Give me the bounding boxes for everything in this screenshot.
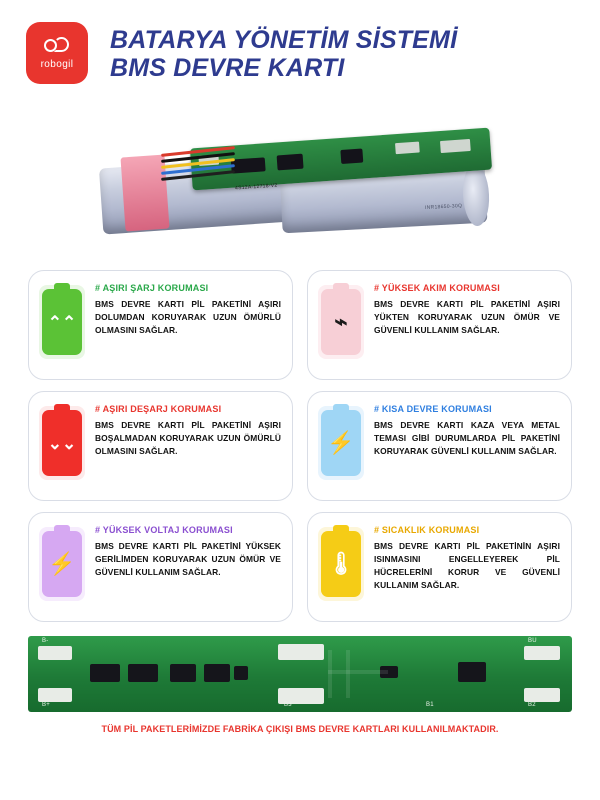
feature-icon-glyph: 🌡	[327, 551, 355, 576]
board-label-bottom-right: B2	[528, 702, 536, 708]
board-label-mid: B1	[426, 702, 434, 708]
feature-title: # KISA DEVRE KORUMASI	[374, 404, 492, 414]
feature-text: BMS DEVRE KARTI KAZA VEYA METAL TEMASI GİBİ DURUMLARDA PİL PAKETİNİ KORUYARAK GÜVENLİ KULLANIM SAĞLAR.	[374, 420, 560, 457]
cell-model-text: INR18650-30Q	[424, 203, 463, 211]
feature-card-overdischarge	[28, 391, 293, 501]
battery-overvoltage-icon	[42, 531, 82, 597]
feature-title: # SICAKLIK KORUMASI	[374, 525, 480, 535]
feature-icon-glyph: ⌃⌃	[47, 312, 77, 332]
feature-icon-glyph: ⌄⌄	[47, 433, 77, 453]
battery-short-circuit-icon	[321, 410, 361, 476]
battery-overdischarge-icon	[42, 410, 82, 476]
feature-text: BMS DEVRE KARTI PİL PAKETİNİ AŞIRI DOLUMDAN KORUYARAK UZUN ÖMÜRLÜ OLMASINI SAĞLAR.	[95, 299, 281, 336]
icon-tile	[318, 285, 364, 359]
feature-icon-glyph: ⚡	[48, 551, 76, 576]
page-title-line-2: BMS DEVRE KARTI	[110, 54, 345, 82]
feature-card-overvoltage	[28, 512, 293, 622]
battery-overcharge-icon	[42, 289, 82, 355]
feature-body	[374, 281, 560, 369]
feature-body	[95, 523, 281, 611]
icon-tile	[318, 527, 364, 601]
balance-wires	[161, 150, 241, 180]
hero-photo	[40, 106, 560, 256]
feature-body	[95, 402, 281, 490]
icon-tile	[39, 527, 85, 601]
feature-card-overcurrent	[307, 270, 572, 380]
battery-overcurrent-icon	[321, 289, 361, 355]
board-label-bottom-mid: B3	[284, 702, 292, 708]
header	[0, 0, 600, 92]
page-title	[110, 24, 457, 82]
feature-text: BMS DEVRE KARTI PİL PAKETİNİN AŞIRI ISINMASINI ENGELLEYEREK PİL HÜCRELERİNİ KORUR VE GÜVENLİ KULLANIM SAĞLAR.	[374, 541, 560, 591]
board-label-top-right: BU	[528, 638, 537, 644]
icon-tile	[39, 406, 85, 480]
feature-grid	[0, 256, 600, 622]
brand-logo-text: robogil	[40, 58, 74, 70]
feature-text: BMS DEVRE KARTI PİL PAKETİNİ YÜKSEK GERİLİMDEN KORUYARAK UZUN ÖMÜR VE GÜVENLİ KULLANIM SAĞLAR.	[95, 541, 281, 578]
robot-head-icon	[44, 37, 70, 55]
board-label-top-left: B-	[42, 638, 49, 644]
feature-body	[374, 523, 560, 611]
feature-text: BMS DEVRE KARTI PİL PAKETİNİ AŞIRI BOŞALMADAN KORUYARAK UZUN ÖMÜRLÜ OLMASINI SAĞLAR.	[95, 420, 281, 457]
feature-card-overcharge	[28, 270, 293, 380]
brand-logo	[26, 22, 88, 84]
board-label-bottom-left: B+	[42, 702, 51, 708]
bms-board-photo	[28, 636, 572, 712]
feature-title: # AŞIRI DEŞARJ KORUMASI	[95, 404, 222, 414]
feature-icon-glyph: ⚡	[327, 430, 355, 455]
page-title-line-1: BATARYA YÖNETİM SİSTEMİ	[110, 26, 458, 54]
footer-caption: TÜM PİL PAKETLERİMİZDE FABRİKA ÇIKIŞI BMS DEVRE KARTLARI KULLANILMAKTADIR.	[101, 724, 499, 734]
feature-title: # YÜKSEK AKIM KORUMASI	[374, 283, 500, 293]
feature-title: # AŞIRI ŞARJ KORUMASI	[95, 283, 209, 293]
feature-card-temperature	[307, 512, 572, 622]
pcb-silkscreen-text: 4S12A-12718-V2	[234, 182, 278, 192]
feature-icon-glyph: ⌁	[334, 309, 348, 334]
feature-body	[374, 402, 560, 490]
battery-pack-with-bms-photo	[95, 132, 515, 236]
feature-title: # YÜKSEK VOLTAJ KORUMASI	[95, 525, 233, 535]
icon-tile	[39, 285, 85, 359]
icon-tile	[318, 406, 364, 480]
battery-temperature-icon	[321, 531, 361, 597]
feature-card-short-circuit	[307, 391, 572, 501]
feature-text: BMS DEVRE KARTI PİL PAKETİNİ AŞIRI YÜKTEN KORUYARAK UZUN ÖMÜR VE GÜVENLİ KULLANIM SAĞLAR.	[374, 299, 560, 336]
feature-body	[95, 281, 281, 369]
